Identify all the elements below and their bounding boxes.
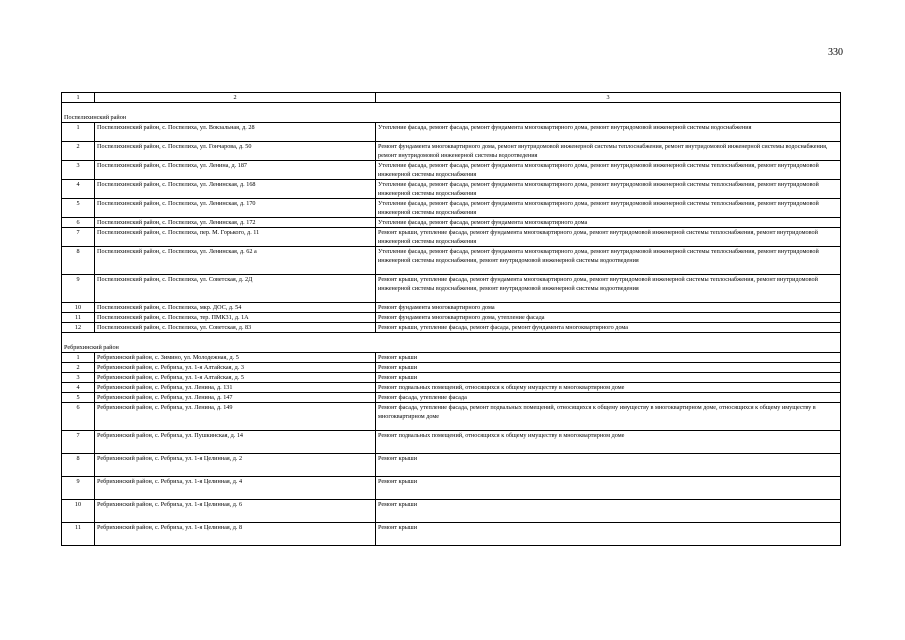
- row-works: Ремонт подвальных помещений, относящихся к общему имуществу в многоквартирном доме: [376, 431, 841, 454]
- row-works: Утепление фасада, ремонт фасада, ремонт фундамента многоквартирного дома, ремонт внутридомовой инженерной системы теплоснабжения, ремонт внутридомовой инженерной системы водоснабжения: [376, 180, 841, 199]
- row-works: Ремонт фасада, утепление фасада: [376, 393, 841, 403]
- row-number: 10: [62, 303, 95, 313]
- table-row: [62, 275, 841, 303]
- works-table-body: [62, 93, 841, 546]
- row-number: 7: [62, 431, 95, 454]
- row-works: Ремонт крыши: [376, 373, 841, 383]
- row-works: Утепление фасада, ремонт фасада, ремонт фундамента многоквартирного дома, ремонт внутридомовой инженерной системы теплоснабжения, ремонт внутридомовой инженерной системы водоснабжения, ремонт внутридомовой инженерной системы водоотведения: [376, 247, 841, 275]
- row-number: 8: [62, 454, 95, 477]
- table-row: [62, 247, 841, 275]
- row-number: 3: [62, 161, 95, 180]
- row-works: Утепление фасада, ремонт фасада, ремонт фундамента многоквартирного дома: [376, 218, 841, 228]
- section-row: [62, 103, 841, 123]
- row-works: Ремонт подвальных помещений, относящихся к общему имуществу в многоквартирном доме: [376, 383, 841, 393]
- row-address: Ребрихинский район, с. Ребриха, ул. Ленина, д. 149: [95, 403, 376, 431]
- row-works: Ремонт крыши: [376, 363, 841, 373]
- row-number: 4: [62, 180, 95, 199]
- row-works: Утепление фасада, ремонт фасада, ремонт фундамента многоквартирного дома, ремонт внутридомовой инженерной системы теплоснабжения, ремонт внутридомовой инженерной системы водоснабжения: [376, 199, 841, 218]
- row-number: 6: [62, 218, 95, 228]
- row-works: Ремонт крыши: [376, 477, 841, 500]
- table-row: [62, 142, 841, 161]
- row-number: 1: [62, 123, 95, 142]
- row-address: Ребрихинский район, с. Ребриха, ул. 1-я Алтайская, д. 3: [95, 363, 376, 373]
- row-address: Ребрихинский район, с. Ребриха, ул. Ленина, д. 131: [95, 383, 376, 393]
- row-works: Ремонт фундамента многоквартирного дома, утепление фасада: [376, 313, 841, 323]
- row-number: 9: [62, 275, 95, 303]
- row-number: 7: [62, 228, 95, 247]
- table-row: [62, 383, 841, 393]
- table-row: [62, 161, 841, 180]
- row-works: Ремонт крыши: [376, 353, 841, 363]
- row-number: 8: [62, 247, 95, 275]
- row-address: Поспелихинский район, с. Поспелиха, ул. Ленинская, д. 172: [95, 218, 376, 228]
- table-row: [62, 454, 841, 477]
- row-number: 11: [62, 523, 95, 546]
- row-address: Ребрихинский район, с. Ребриха, ул. 1-я Целинная, д. 2: [95, 454, 376, 477]
- table-row: [62, 431, 841, 454]
- row-address: Ребрихинский район, с. Ребриха, ул. Пушкинская, д. 14: [95, 431, 376, 454]
- row-address: Поспелихинский район, с. Поспелиха, мкр. ДОС, д. 54: [95, 303, 376, 313]
- table-row: [62, 393, 841, 403]
- row-works: Ремонт крыши: [376, 523, 841, 546]
- row-number: 3: [62, 373, 95, 383]
- table-row: [62, 199, 841, 218]
- row-number: 2: [62, 363, 95, 373]
- row-works: Утепление фасада, ремонт фасада, ремонт фундамента многоквартирного дома, ремонт внутридомовой инженерной системы теплоснабжения, ремонт внутридомовой инженерной системы водоснабжения: [376, 161, 841, 180]
- row-address: Ребрихинский район, с. Зимино, ул. Молодежная, д. 5: [95, 353, 376, 363]
- row-number: 11: [62, 313, 95, 323]
- row-number: 1: [62, 353, 95, 363]
- row-works: Ремонт фасада, утепление фасада, ремонт подвальных помещений, относящихся к общему имуществу в многоквартирном доме, относящихся к общему имуществу в многоквартирном доме: [376, 403, 841, 431]
- table-row: [62, 123, 841, 142]
- table-row: [62, 228, 841, 247]
- row-works: Ремонт крыши, утепление фасада, ремонт фундамента многоквартирного дома, ремонт внутридомовой инженерной системы теплоснабжения, ремонт внутридомовой инженерной системы водоснабжения, ремонт внутридомовой инженерной системы водоотведения: [376, 275, 841, 303]
- row-works: Ремонт крыши: [376, 454, 841, 477]
- row-number: 4: [62, 383, 95, 393]
- header-col-3: 3: [376, 93, 841, 103]
- table-row: [62, 180, 841, 199]
- row-address: Ребрихинский район, с. Ребриха, ул. 1-я Целинная, д. 4: [95, 477, 376, 500]
- row-works: Ремонт фундамента многоквартирного дома: [376, 303, 841, 313]
- row-number: 5: [62, 393, 95, 403]
- row-number: 6: [62, 403, 95, 431]
- row-address: Поспелихинский район, с. Поспелиха, ул. Советская, д. 2Д: [95, 275, 376, 303]
- table-row: [62, 218, 841, 228]
- row-address: Поспелихинский район, с. Поспелиха, ул. Ленинская, д. 168: [95, 180, 376, 199]
- row-address: Поспелихинский район, с. Поспелиха, пер. М. Горького, д. 11: [95, 228, 376, 247]
- row-number: 5: [62, 199, 95, 218]
- row-address: Ребрихинский район, с. Ребриха, ул. 1-я Целинная, д. 8: [95, 523, 376, 546]
- row-address: Поспелихинский район, с. Поспелиха, ул. Ленина, д. 187: [95, 161, 376, 180]
- row-number: 10: [62, 500, 95, 523]
- table-row: [62, 500, 841, 523]
- header-col-1: 1: [62, 93, 95, 103]
- works-table: [61, 92, 841, 546]
- row-works: Ремонт крыши, утепление фасада, ремонт фасада, ремонт фундамента многоквартирного дома: [376, 323, 841, 333]
- table-row: [62, 477, 841, 500]
- row-works: Ремонт крыши, утепление фасада, ремонт фундамента многоквартирного дома, ремонт внутридомовой инженерной системы теплоснабжения, ремонт внутридомовой инженерной системы водоснабжения: [376, 228, 841, 247]
- row-address: Поспелихинский район, с. Поспелиха, ул. Вокзальная, д. 28: [95, 123, 376, 142]
- section-title: Поспелихинский район: [62, 103, 841, 123]
- row-works: Ремонт крыши: [376, 500, 841, 523]
- row-address: Поспелихинский район, с. Поспелиха, ул. Ленинская, д. 62 а: [95, 247, 376, 275]
- row-address: Поспелихинский район, с. Поспелиха, тер. ПМК31, д. 1А: [95, 313, 376, 323]
- table-row: [62, 303, 841, 313]
- table-row: [62, 353, 841, 363]
- table-row: [62, 323, 841, 333]
- row-address: Поспелихинский район, с. Поспелиха, ул. Советская, д. 83: [95, 323, 376, 333]
- table-row: [62, 403, 841, 431]
- table-row: [62, 363, 841, 373]
- row-works: Ремонт фундамента многоквартирного дома, ремонт внутридомовой инженерной системы теплоснабжения, ремонт внутридомовой инженерной системы водоснабжения, ремонт внутридомовой инженерной системы водоотведения: [376, 142, 841, 161]
- row-address: Ребрихинский район, с. Ребриха, ул. Ленина, д. 147: [95, 393, 376, 403]
- row-address: Ребрихинский район, с. Ребриха, ул. 1-я Целинная, д. 6: [95, 500, 376, 523]
- row-number: 2: [62, 142, 95, 161]
- table-header-row: [62, 93, 841, 103]
- page-number: 330: [828, 47, 843, 58]
- table-row: [62, 313, 841, 323]
- section-row: [62, 333, 841, 353]
- row-address: Ребрихинский район, с. Ребриха, ул. 1-я Алтайская, д. 5: [95, 373, 376, 383]
- row-address: Поспелихинский район, с. Поспелиха, ул. Гончарова, д. 50: [95, 142, 376, 161]
- row-address: Поспелихинский район, с. Поспелиха, ул. Ленинская, д. 170: [95, 199, 376, 218]
- header-col-2: 2: [95, 93, 376, 103]
- row-number: 9: [62, 477, 95, 500]
- table-row: [62, 523, 841, 546]
- row-works: Утепление фасада, ремонт фасада, ремонт фундамента многоквартирного дома, ремонт внутридомовой инженерной системы водоснабжения: [376, 123, 841, 142]
- row-number: 12: [62, 323, 95, 333]
- table-row: [62, 373, 841, 383]
- section-title: Ребрихинский район: [62, 333, 841, 353]
